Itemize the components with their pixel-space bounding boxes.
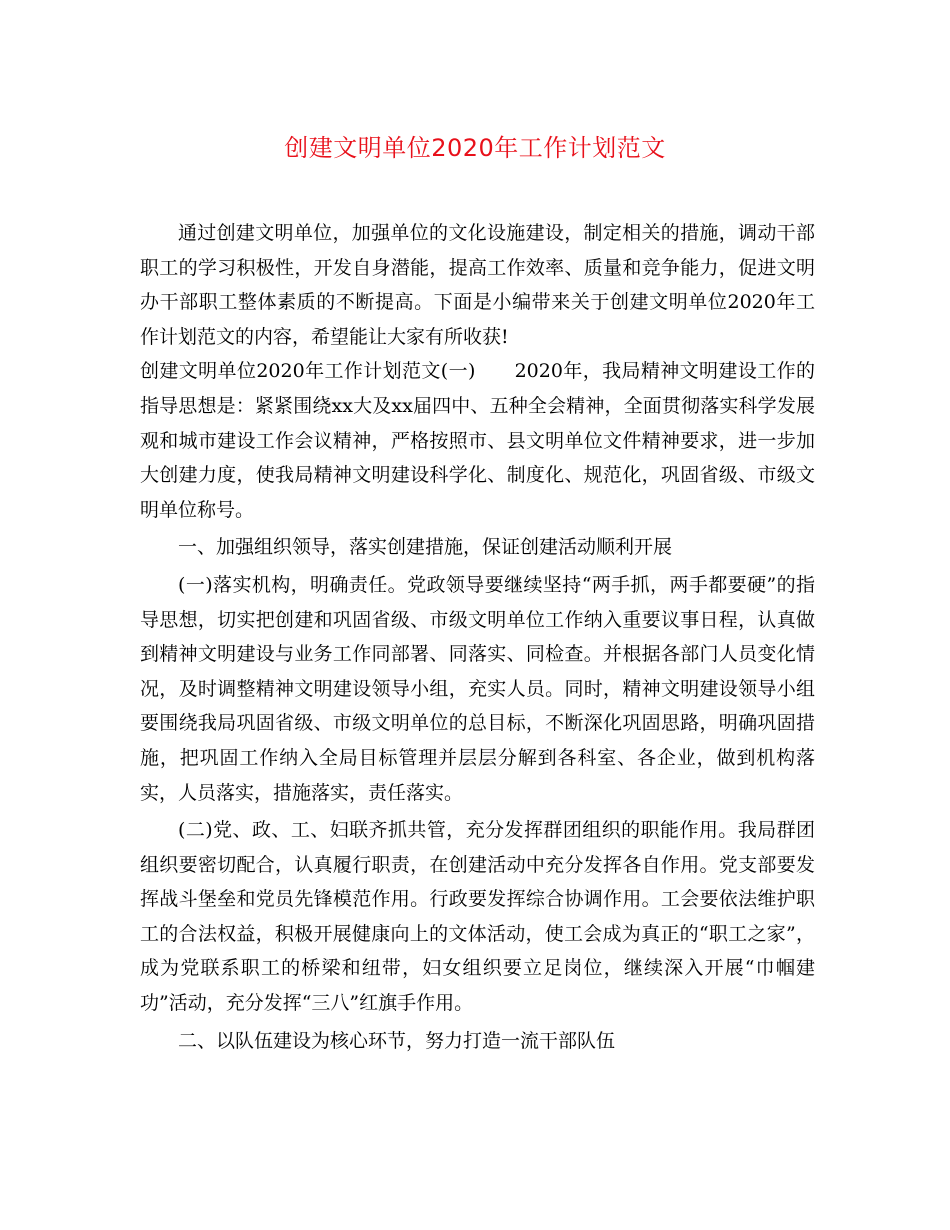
subsection-one-paragraph: (一)落实机构，明确责任。党政领导要继续坚持“两手抓，两手都要硬”的指导思想，切实把创建和巩固省级、市级文明单位工作纳入重要议事日程，认真做到精神文明建设与业务工作同部署、同落实、同检查。并根据各部门人员变化情况，及时调整精神文明建设领导小组，充实人员。同时，精神文明建设领导小组要围绕我局巩固省级、市级文明单位的总目标，不断深化巩固思路，明确巩固措施，把巩固工作纳入全局目标管理并层层分解到各科室、各企业，做到机构落实，人员落实，措施落实，责任落实。: [140, 573, 815, 804]
section-heading-two: 二、以队伍建设为核心环节，努力打造一流干部队伍: [178, 1029, 616, 1052]
plan-one-paragraph: 创建文明单位2020年工作计划范文(一) 2020年，我局精神文明建设工作的指导思想是：紧紧围绕xx大及xx届四中、五种全会精神，全面贯彻落实科学发展观和城市建设工作会议精神，严格按照市、县文明单位文件精神要求，进一步加大创建力度，使我局精神文明建设科学化、制度化、规范化，巩固省级、市级文明单位称号。: [140, 360, 815, 521]
document-title: 创建文明单位2020年工作计划范文: [284, 134, 666, 162]
section-heading-one: 一、加强组织领导，落实创建措施，保证创建活动顺利开展: [178, 536, 673, 559]
subsection-two-paragraph: (二)党、政、工、妇联齐抓共管，充分发挥群团组织的职能作用。我局群团组织要密切配合，认真履行职责，在创建活动中充分发挥各自作用。党支部要发挥战斗堡垒和党员先锋模范作用。行政要发挥综合协调作用。工会要依法维护职工的合法权益，积极开展健康向上的文体活动，使工会成为真正的“职工之家”，成为党联系职工的桥梁和纽带，妇女组织要立足岗位，继续深入开展“巾帼建功”活动，充分发挥“三八”红旗手作用。: [140, 819, 815, 1015]
document-body: [140, 216, 815, 1058]
intro-paragraph: 通过创建文明单位，加强单位的文化设施建设，制定相关的措施，调动干部职工的学习积极性，开发自身潜能，提高工作效率、质量和竞争能力，促进文明办干部职工整体素质的不断提高。下面是小编带来关于创建文明单位2020年工作计划范文的内容，希望能让大家有所收获!: [140, 222, 815, 348]
